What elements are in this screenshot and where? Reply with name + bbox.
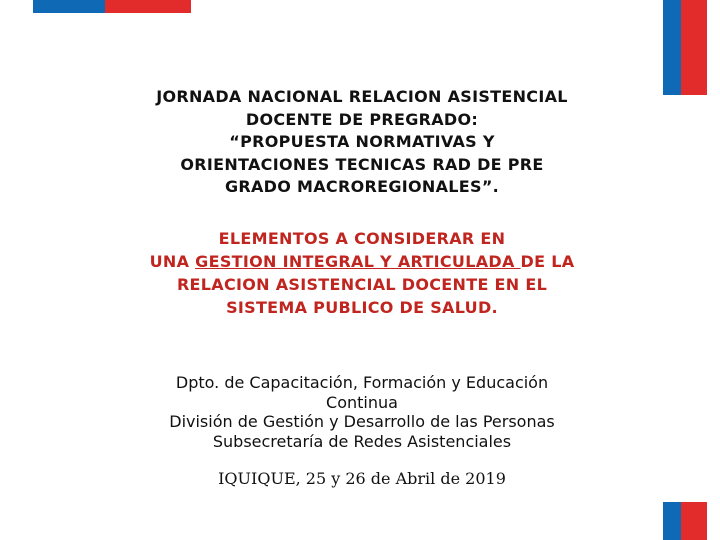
bottom-flag-bar [663,502,707,540]
title-line: JORNADA NACIONAL RELACION ASISTENCIAL [156,87,568,106]
top-flag-bar [33,0,191,13]
department-block [80,373,644,451]
right-flag-blue-segment [663,0,681,95]
department-line: Subsecretaría de Redes Asistenciales [212,431,512,451]
event-date: IQUIQUE, 25 y 26 de Abril de 2019 [218,469,506,488]
subtitle-line: ELEMENTOS A CONSIDERAR EN [218,229,506,248]
bottom-flag-red-segment [681,502,707,540]
department-line: Dpto. de Capacitación, Formación y Educación [175,373,549,392]
right-flag-bar [663,0,707,95]
subtitle-line [80,250,644,273]
slide-title [80,86,644,199]
title-line: DOCENTE DE PREGRADO: [245,109,479,129]
subtitle-text: UNA [149,252,196,271]
department-line: Continua [326,392,398,412]
department-line: División de Gestión y Desarrollo de las Personas [169,412,555,431]
top-bar-blue-segment [33,0,105,13]
subtitle-line: RELACION ASISTENCIAL DOCENTE EN EL [176,275,548,294]
bottom-flag-blue-segment [663,502,681,540]
subtitle-text: DE LA [520,252,575,271]
subtitle-line: SISTEMA PUBLICO DE SALUD. [226,298,498,317]
slide-subtitle [80,227,644,319]
right-flag-red-segment [681,0,707,95]
title-line: GRADO MACROREGIONALES”. [224,177,500,196]
top-bar-red-segment [105,0,191,13]
subtitle-underlined-text: GESTION INTEGRAL Y ARTICULADA [195,252,521,271]
title-line: ORIENTACIONES TECNICAS RAD DE PRE [180,154,544,174]
title-line: “PROPUESTA NORMATIVAS Y [229,132,495,151]
